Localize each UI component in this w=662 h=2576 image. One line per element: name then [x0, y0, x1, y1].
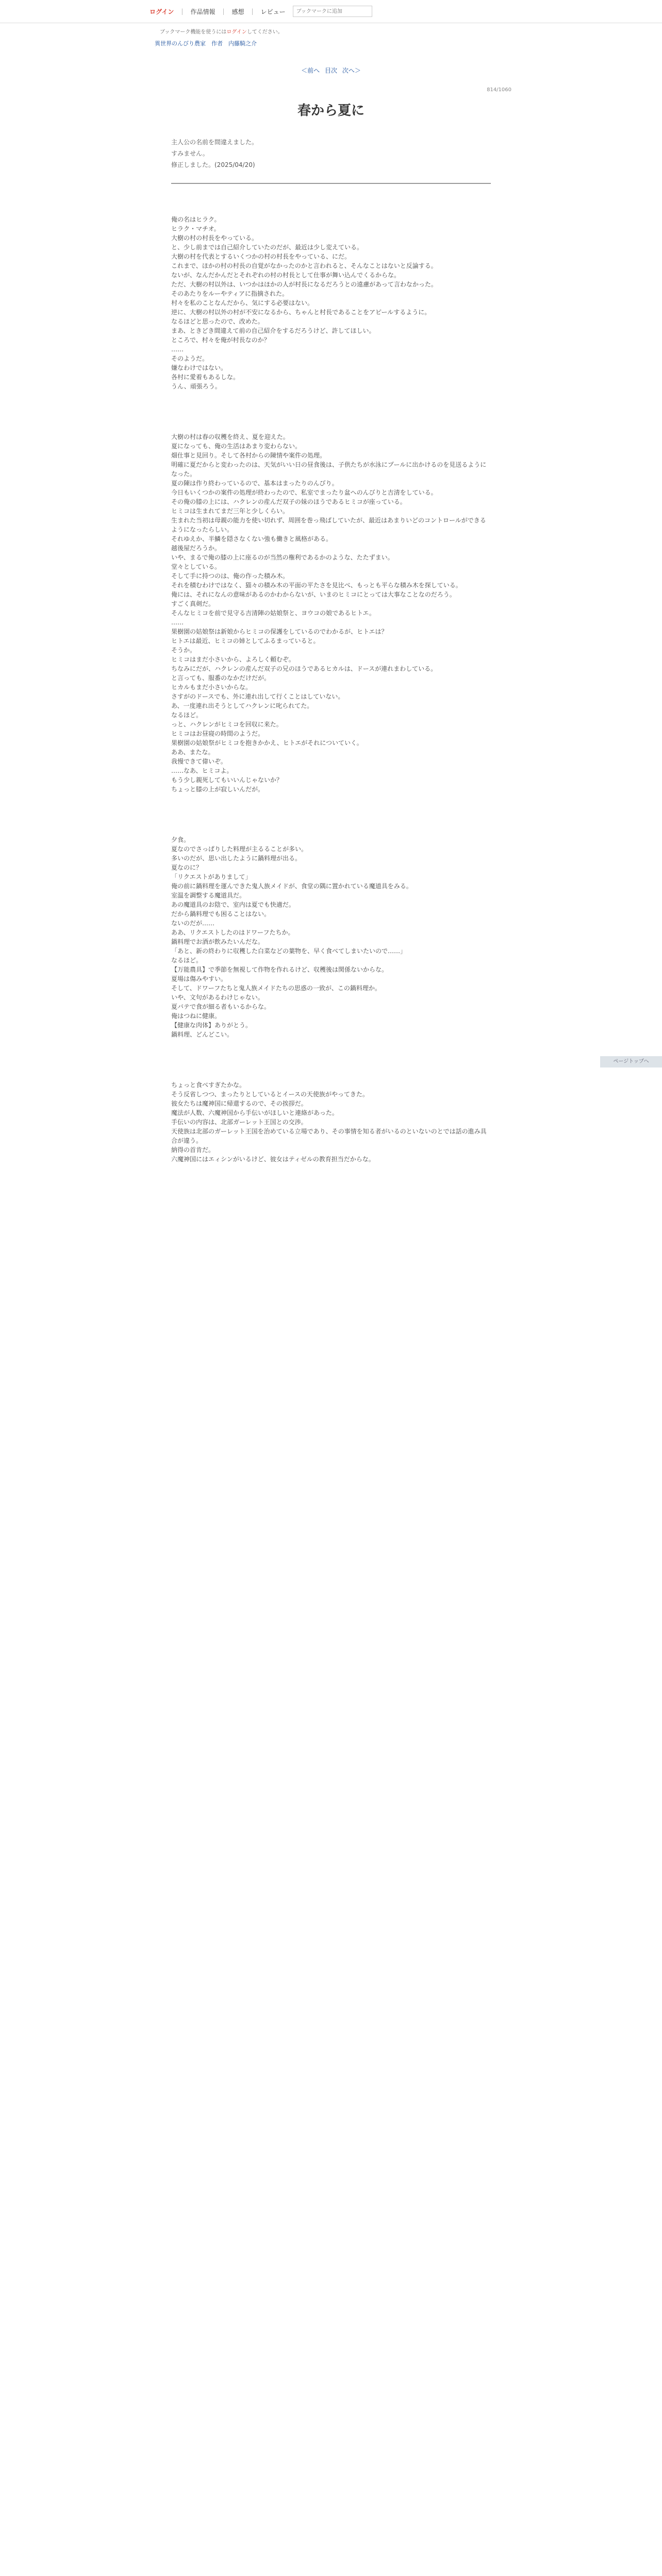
body-paragraph: 畑仕事と見回り。そして各村からの陳情や案件の処理。 — [171, 452, 326, 459]
body-paragraph: なるほど。 — [171, 957, 203, 964]
body-paragraph: ないが、なんだかんだとそれぞれの村の村長として仕事が舞い込んでくるからな。 — [171, 272, 401, 279]
body-paragraph: 村々を私のことなんだから、気にする必要はない。 — [171, 299, 314, 307]
body-paragraph: 夏なのに？ — [171, 864, 203, 871]
next-episode-link[interactable]: 次へ＞ — [342, 67, 361, 74]
body-paragraph: 夏になっても、俺の生活はあまり変わらない。 — [171, 443, 302, 450]
body-paragraph: 生まれた当初は母親の能力を使い切れず、周囲を巻っ飛ばしていたが、最近はあまりいどのコントロールができるようになったらしい。 — [171, 517, 486, 533]
episode-title: 春から夏に — [297, 103, 365, 118]
page-top-button[interactable]: ページトップへ — [600, 1056, 662, 1067]
body-paragraph: 彼女たちは魔神国に帰還するので、その挨拶だ。 — [171, 1100, 307, 1107]
body-paragraph: 魔法が人数、六魔神国から手伝いがほしいと連絡があった。 — [171, 1109, 338, 1116]
body-paragraph: ヒミコは生まれてまだ三年と少しくらい。 — [171, 507, 289, 515]
body-paragraph: 「リクエストがありまして」 — [171, 873, 252, 880]
top-nav-bar — [0, 0, 662, 23]
body-paragraph: と、少し前までは自己紹介していたのだが、最近は少し変えている。 — [171, 244, 363, 251]
body-paragraph: これまで、ほかの村の村長の自覚がなかったのかと言われると、そんなことはないと反論する。 — [171, 262, 437, 269]
bookmark-add-button[interactable] — [293, 6, 372, 17]
body-paragraph: そう反省しつつ、まったりとしているとイースの天使族がやってきた。 — [171, 1091, 369, 1098]
body-paragraph: 果樹園の姑娘祭は新娘からヒミコの保護をしているのでわかるが、ヒトエは？ — [171, 628, 388, 635]
body-paragraph: …… — [171, 619, 184, 626]
body-paragraph: 多いのだが、思い出したように鍋料理が出る。 — [171, 855, 302, 862]
body-paragraph: もう少し親死してもいいんじゃないか？ — [171, 776, 283, 784]
bookmark-notice — [0, 23, 662, 35]
body-paragraph: と言っても、服番のなかだけだが。 — [171, 674, 271, 682]
episode-number: 814/1060 — [487, 87, 511, 93]
body-paragraph: 大樹の村は春の収穫を終え、夏を迎えた。 — [171, 433, 289, 440]
body-paragraph: あの魔道具のお陰で、室内は夏でも快適だ。 — [171, 901, 295, 908]
nav-separator: | — [181, 8, 184, 15]
body-paragraph: 夏の陳は作り終わっているので、基本はまったりのんびり。 — [171, 480, 338, 487]
body-paragraph: ああ、リクエストしたのはドワーフたちか。 — [171, 929, 294, 936]
body-paragraph: いや、まるで俺の膝の上に座るのが当然の権利であるかのような、たたずまい。 — [171, 554, 394, 561]
nav-item-work-info[interactable]: 作品情報 — [190, 8, 216, 15]
body-paragraph: 夏バテで食が細る者もいるからな。 — [171, 1003, 271, 1010]
body-paragraph: それゆえか、半鱗を隠さなくない強も働きと風格がある。 — [171, 535, 333, 543]
body-paragraph: あ、一度連れ出そうとしてハクレンに叱られてた。 — [171, 702, 313, 709]
body-paragraph: その俺の膝の上には、ハクレンの産んだ双子の妹のほうであるヒミコが座っている。 — [171, 498, 406, 505]
body-paragraph: 逆に、大樹の村以外の村が不安になるから、ちゃんと村長であることをアピールするように。 — [171, 309, 431, 316]
body-paragraph: ちなみにだが、ハクレンの産んだ双子の兄のほうであるヒカルは、ドースが連れまわしている。 — [171, 665, 437, 672]
body-paragraph: 【健康な肉体】ありがとう。 — [171, 1022, 252, 1029]
body-paragraph: 嫌なわけではない。 — [171, 364, 227, 371]
nav-item-impressions[interactable]: 感想 — [231, 8, 244, 15]
body-paragraph: なるほど。 — [171, 711, 203, 719]
body-paragraph: 果樹園の姑娘祭がヒミコを抱きかかえ、ヒトエがそれについていく。 — [171, 739, 363, 747]
body-paragraph: 夕食。 — [171, 836, 190, 843]
body-paragraph: 俺の名はヒラク。 — [171, 216, 221, 223]
nav-separator: | — [222, 8, 225, 15]
prev-episode-link[interactable]: ＜前へ — [301, 67, 320, 74]
body-paragraph: ヒカルもまだ小さいからな。 — [171, 684, 252, 691]
body-paragraph: ところで、村々を俺が村長なのか？ — [171, 336, 270, 344]
body-paragraph: ないのだが…… — [171, 920, 215, 927]
body-paragraph: 六魔神国にはエィシンがいるけど、彼女はティゼルの教育担当だからな。 — [171, 1156, 375, 1163]
body-paragraph: そうか。 — [171, 647, 196, 654]
body-paragraph: 堂々としている。 — [171, 563, 221, 570]
body-paragraph: 俺には、それになんの意味があるのかわからないが、いまのヒミコにとっては大事なことなのだろう。 — [171, 591, 456, 598]
body-paragraph: 俺はつねに健康。 — [171, 1012, 221, 1020]
body-paragraph: だから鍋料理でも困ることはない。 — [171, 910, 271, 918]
body-paragraph: 「あと、新の終わりに収穫した白菜などの葉物を、早く食べてしまいたいので……」 — [171, 947, 407, 955]
preface-line: すみません。 — [171, 150, 209, 157]
body-paragraph: 【万能農具】で季節を無視して作物を作れるけど、収穫後は関係ないからな。 — [171, 966, 388, 973]
preface-line: 主人公の名前を間違えました。 — [171, 139, 258, 146]
login-link[interactable]: ログイン — [150, 8, 174, 15]
body-paragraph: いや、文句があるわけじゃない。 — [171, 994, 264, 1001]
body-paragraph: 今日もいくつかの案件の処理が終わったので、私室でまったり盆へのんびりと吉清をしている。 — [171, 489, 437, 496]
nav-item-review[interactable]: レビュー — [260, 8, 286, 15]
body-paragraph: 夏場は傷みやすい。 — [171, 975, 227, 982]
body-paragraph: …… — [171, 346, 184, 353]
body-paragraph: 室温を調整する魔道具だ。 — [171, 892, 246, 899]
body-paragraph: 大樹の村を代表とするいくつかの村の村長をやっている、にだ。 — [171, 253, 351, 260]
preface-divider — [171, 183, 491, 184]
nav-separator: | — [251, 8, 254, 15]
body-paragraph: ヒミコはお昼寝の時間のようだ。 — [171, 730, 264, 737]
body-paragraph: まあ、ときどき間違えて前の自己紹介をするだろうけど、許してほしい。 — [171, 327, 375, 334]
section-break — [171, 391, 491, 432]
notice-text-after: してください。 — [246, 29, 283, 35]
body-paragraph: 越後屋だろうか。 — [171, 545, 221, 552]
episode-pager — [0, 66, 662, 75]
body-paragraph: そして、ドワーフたちと鬼人族メイドたちの思惑の一致が、この鍋料理か。 — [171, 985, 381, 992]
body-paragraph: っと、ハクレンがヒミコを回収に来た。 — [171, 721, 283, 728]
episode-body — [171, 215, 491, 1164]
body-paragraph: それを積むわけではなく、猫々の積み木の平面の平たさを見比べ、もっとも平らな積み木を探している。 — [171, 582, 462, 589]
preface-line: 修正しました。(2025/04/20) — [171, 161, 255, 168]
body-paragraph: 手伝いの内容は、北部ガーレット王国との交渉。 — [171, 1118, 307, 1126]
body-paragraph: 我慢できて偉いぞ。 — [171, 758, 227, 765]
body-paragraph: 各村に愛着もあるしな。 — [171, 374, 240, 381]
body-paragraph: ヒトエは最近、ヒミコの姉としてふるまっていると。 — [171, 637, 320, 645]
body-paragraph: 俺の前に鍋料理を運んできた鬼人族メイドが、食堂の隅に置かれている魔道具をみる。 — [171, 883, 412, 890]
body-paragraph: ヒミコはまだ小さいから、よろしく頼むぞ。 — [171, 656, 295, 663]
body-paragraph: 夏なのでさっぱりした料理が主るることが多い。 — [171, 845, 308, 853]
body-paragraph: なるほどと思ったので、改めた。 — [171, 318, 264, 325]
body-paragraph: そして手に持つのは、俺の作った積み木。 — [171, 572, 289, 580]
body-paragraph: ちょっと膝の上が寂しいんだが。 — [171, 786, 264, 793]
body-paragraph: ああ、またな。 — [171, 749, 214, 756]
body-paragraph: そのようだ。 — [171, 355, 209, 362]
body-paragraph: すごく真剣だ。 — [171, 600, 215, 607]
notice-login-link[interactable]: ログイン — [226, 29, 247, 35]
body-paragraph: ……なあ、ヒミコよ。 — [171, 767, 233, 774]
body-paragraph: 明確に夏だからと変わったのは、天気がいい日の昼食後は、子供たちが水泳にプールに出かけるのを見送るようになった。 — [171, 461, 487, 478]
body-paragraph: 天使族は北部のガーレット王国を治めている立場であり、その事情を知る者がいるのといないのとでは話の進み具合が違う。 — [171, 1128, 487, 1144]
breadcrumb[interactable]: 異世界のんびり農家 作者 内藤騎之介 — [155, 40, 257, 47]
body-paragraph: ヒラク・マチオ。 — [171, 225, 220, 232]
section-break — [171, 794, 491, 835]
body-paragraph: 鍋料理でお酒が飲みたいんだな。 — [171, 938, 264, 945]
body-paragraph: 鍋料理、どんどこい。 — [171, 1031, 234, 1038]
body-paragraph: ただ、大樹の村以外は、いつかはほかの人が村長になるだろうとの遠慮があって言わなかった。 — [171, 281, 437, 288]
section-break — [171, 1039, 491, 1080]
body-paragraph: さすがのドースでも、外に連れ出して行くことはしていない。 — [171, 693, 344, 700]
author-preface — [171, 137, 491, 171]
body-paragraph: 納得の首肯だ。 — [171, 1146, 215, 1154]
body-paragraph: そんなヒミコを前で見守る吉清陣の姑娘祭と、ヨウコの娘であるヒトエ。 — [171, 609, 375, 617]
notice-text-before: ブックマーク機能を使うには — [160, 29, 227, 35]
table-of-contents-link[interactable]: 目次 — [324, 67, 337, 74]
body-paragraph: そのあたりをルーやティアに指摘された。 — [171, 290, 289, 297]
body-paragraph: 大樹の村の村長をやっている。 — [171, 234, 258, 242]
body-paragraph: ちょっと食べすぎたかな。 — [171, 1081, 246, 1089]
body-paragraph: うん、頑張ろう。 — [171, 383, 221, 390]
